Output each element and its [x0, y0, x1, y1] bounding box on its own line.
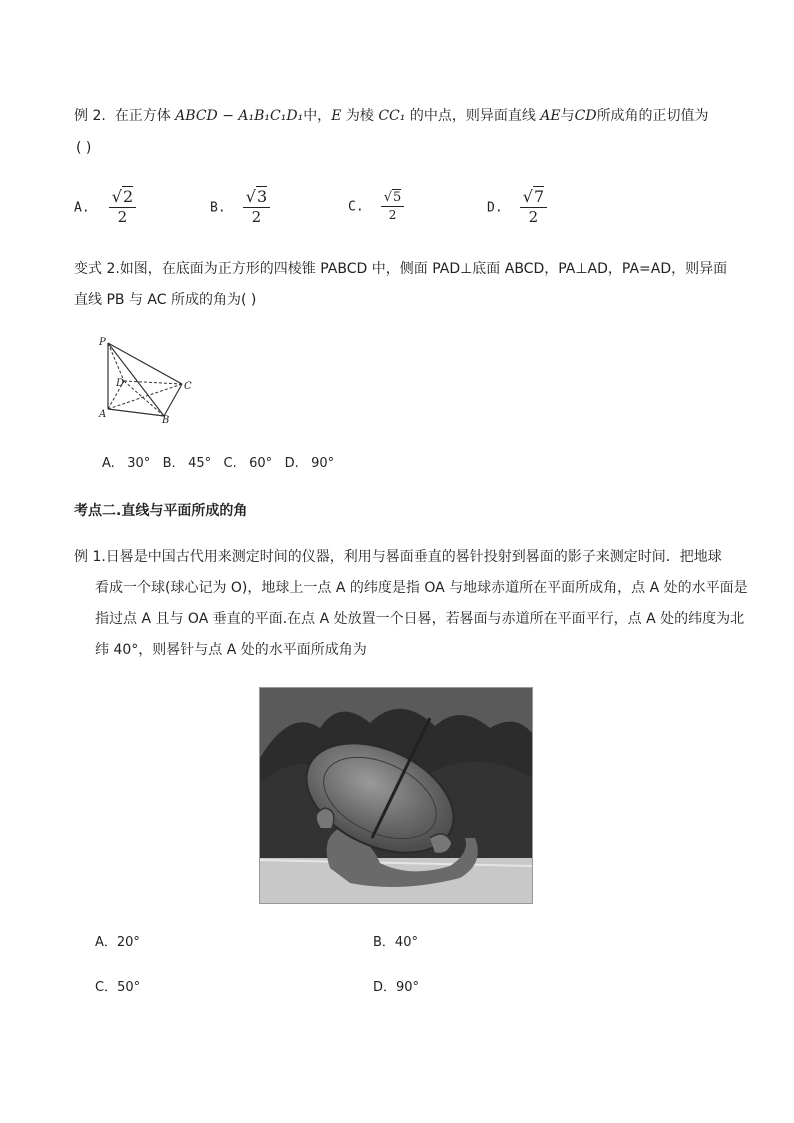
option-a[interactable] — [74, 188, 136, 226]
example2-text1: 在正方体 — [114, 108, 171, 124]
example2-question — [74, 106, 709, 126]
edge-dc — [124, 381, 182, 384]
variant2-line2: 直线 PB 与 AC 所成的角为( ) — [74, 292, 257, 308]
example2-blank: ( ) — [76, 140, 92, 156]
diagonal-bd — [124, 381, 164, 416]
variant2-choices: A. 30° B. 45° C. 60° D. 90° — [102, 456, 335, 471]
label-c: C — [184, 381, 192, 392]
option-b-fraction: $\frac{√3}{2}$ — [243, 188, 270, 226]
option-b[interactable] — [210, 188, 270, 226]
example2-text4: 的中点，则异面直线 — [409, 108, 536, 124]
example2-prefix: 例 2. — [74, 108, 106, 124]
variant2-line1: 变式 2.如图，在底面为正方形的四棱锥 PABCD 中，侧面 PAD⊥底面 ABCD，PA⊥AD，PA=AD，则异面 — [74, 261, 728, 277]
option-b-den: 2 — [251, 208, 262, 226]
option-b-label: B. — [210, 200, 226, 216]
section-title: 考点二.直线与平面所成的角 — [74, 503, 248, 519]
option-d-label: D. — [487, 200, 503, 216]
option-c-fraction: $\frac{√5}{2}$ — [381, 190, 405, 222]
label-d: D — [116, 378, 125, 389]
example1-line3: 指过点 A 且与 OA 垂直的平面.在点 A 处放置一个日晷，若晷面与赤道所在平面平行，点 A 处的纬度为北 — [95, 611, 745, 627]
example1-option-d[interactable]: D．90° — [373, 980, 420, 995]
option-d-root: 7 — [533, 187, 545, 206]
example1-option-a[interactable]: A．20° — [95, 935, 140, 950]
edge-cc1: CC₁ — [378, 108, 406, 124]
label-b: B — [162, 415, 170, 424]
example2-text3: 为棱 — [345, 108, 374, 124]
edge-pd — [108, 343, 124, 381]
option-c-den: 2 — [388, 208, 397, 222]
example1-line4: 纬 40°，则晷针与点 A 处的水平面所成角为 — [95, 642, 367, 658]
option-b-root: 3 — [256, 187, 268, 206]
sundial-photo — [259, 687, 533, 904]
line-cd: CD — [574, 108, 597, 124]
line-ae: AE — [540, 108, 561, 124]
option-a-label: A. — [74, 200, 90, 216]
example2-text5: 与 — [560, 108, 575, 124]
option-c-root: 5 — [393, 190, 402, 205]
option-c-label: C. — [348, 199, 364, 215]
example2-text6: 所成角的正切值为 — [596, 108, 709, 124]
point-e: E — [331, 108, 342, 124]
example1-option-c[interactable]: C．50° — [95, 980, 141, 995]
cube-formula: ABCD − A₁B₁C₁D₁ — [175, 108, 304, 124]
edge-ab — [108, 409, 164, 416]
example1-line2: 看成一个球(球心记为 O)，地球上一点 A 的纬度是指 OA 与地球赤道所在平面所成角，点 A 处的水平面是 — [95, 580, 748, 596]
option-a-den: 2 — [117, 208, 128, 226]
option-c[interactable] — [348, 190, 404, 222]
example2-text2: 中， — [303, 108, 332, 124]
option-d-fraction: $\frac{√7}{2}$ — [520, 188, 547, 226]
pyramid-figure — [96, 334, 196, 424]
option-d-den: 2 — [528, 208, 539, 226]
label-p: P — [99, 337, 106, 348]
option-d[interactable] — [487, 188, 547, 226]
option-a-root: 2 — [122, 187, 134, 206]
label-a: A — [99, 409, 107, 420]
example1-line1: 例 1.日晷是中国古代用来测定时间的仪器，利用与晷面垂直的晷针投射到晷面的影子来测定时间．把地球 — [74, 549, 722, 565]
option-a-fraction: $\frac{√2}{2}$ — [109, 188, 136, 226]
example1-option-b[interactable]: B．40° — [373, 935, 418, 950]
